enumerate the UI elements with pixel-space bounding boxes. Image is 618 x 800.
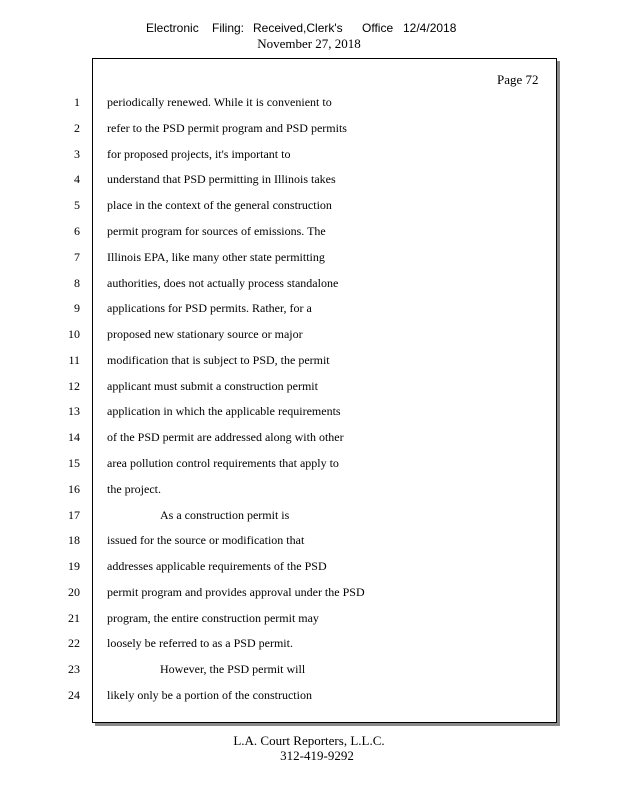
line-number: 11: [68, 353, 80, 367]
stamp-electronic: Electronic: [146, 21, 199, 35]
line-text: applications for PSD permits. Rather, for a: [107, 301, 312, 315]
line-number: 10: [68, 327, 80, 341]
line-number: 8: [74, 276, 80, 290]
line-text: applicant must submit a construction permit: [107, 379, 318, 393]
line-number: 9: [74, 301, 80, 315]
stamp-received: Received,Clerk's: [253, 21, 343, 35]
page-number: Page 72: [497, 72, 539, 87]
line-number: 12: [68, 379, 80, 393]
line-number: 14: [68, 430, 80, 444]
line-text: Illinois EPA, like many other state permitting: [107, 250, 325, 264]
line-number: 13: [68, 404, 80, 418]
line-text: periodically renewed. While it is convenient to: [107, 95, 332, 109]
line-text: for proposed projects, it's important to: [107, 147, 291, 161]
line-text: permit program and provides approval under the PSD: [107, 585, 365, 599]
stamp-office: Office: [362, 21, 394, 35]
line-text: loosely be referred to as a PSD permit.: [107, 636, 293, 650]
line-number: 4: [74, 172, 80, 186]
line-text: likely only be a portion of the construction: [107, 688, 312, 702]
line-text: authorities, does not actually process standalone: [107, 276, 339, 290]
stamp-date: 12/4/2018: [403, 21, 457, 35]
line-text: permit program for sources of emissions. The: [107, 224, 326, 238]
line-text: addresses applicable requirements of the PSD: [107, 559, 327, 573]
line-number: 7: [74, 250, 80, 264]
line-text: area pollution control requirements that apply to: [107, 456, 339, 470]
line-text: modification that is subject to PSD, the permit: [107, 353, 330, 367]
line-number: 23: [68, 662, 80, 676]
line-number: 2: [74, 121, 80, 135]
line-text: application in which the applicable requirements: [107, 404, 341, 418]
line-number: 21: [68, 611, 80, 625]
line-text: refer to the PSD permit program and PSD permits: [107, 121, 347, 135]
line-text: understand that PSD permitting in Illinois takes: [107, 172, 336, 186]
line-text: issued for the source or modification that: [107, 533, 305, 547]
line-text: program, the entire construction permit may: [107, 611, 319, 625]
line-number: 24: [68, 688, 80, 702]
line-number: 19: [68, 559, 80, 573]
line-number: 20: [68, 585, 80, 599]
line-text: As a construction permit is: [160, 508, 290, 522]
line-number: 22: [68, 636, 80, 650]
stamp-filing: Filing:: [212, 21, 245, 35]
transcript-date: November 27, 2018: [257, 36, 361, 51]
line-number: 3: [74, 147, 80, 161]
footer-phone: 312-419-9292: [280, 748, 354, 763]
line-number: 6: [74, 224, 80, 238]
line-number: 18: [68, 533, 80, 547]
line-text: place in the context of the general construction: [107, 198, 332, 212]
line-number: 5: [74, 198, 80, 212]
line-number: 1: [74, 95, 80, 109]
line-number: 16: [68, 482, 80, 496]
line-text: proposed new stationary source or major: [107, 327, 303, 341]
line-text: of the PSD permit are addressed along with other: [107, 430, 344, 444]
line-number: 15: [68, 456, 80, 470]
line-number: 17: [68, 508, 80, 522]
line-text: the project.: [107, 482, 161, 496]
footer-company: L.A. Court Reporters, L.L.C.: [233, 733, 385, 748]
line-text: However, the PSD permit will: [160, 662, 306, 676]
